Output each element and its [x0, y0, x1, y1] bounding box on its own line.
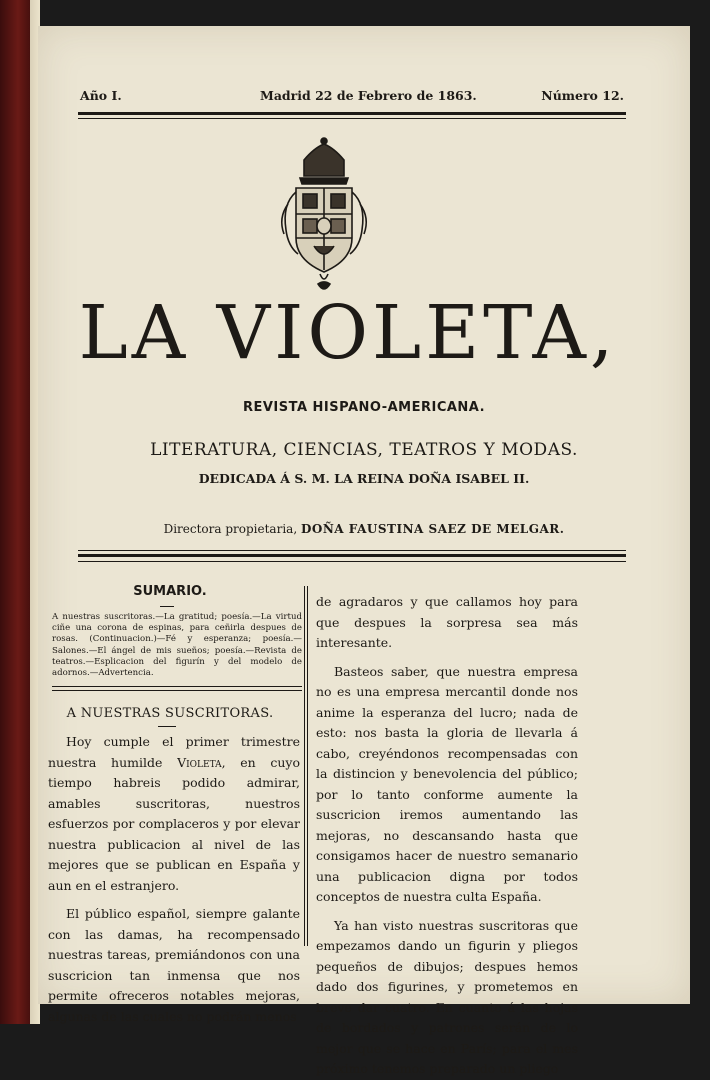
- header-rule-1: [78, 550, 626, 551]
- royal-coat-of-arms-icon: [274, 134, 374, 302]
- article-paragraph-2: El público español, siempre galante con las damas, ha recompensado nuestras tareas, premiándonos con una suscricion tan inmensa que nos permite ofreceros notables mejoras, algunas de las cuales no podrán menos: [48, 906, 300, 1024]
- header-rule-2: [78, 554, 626, 557]
- header-rule-3: [78, 561, 626, 562]
- article-paragraph-3: de agradaros y que callamos hoy para que despues la sorpresa sea más interesante.: [316, 594, 578, 650]
- masthead-rule-thin: [78, 118, 626, 119]
- newspaper-tagline: LITERATURA, CIENCIAS, TEATROS Y MODAS.: [150, 440, 578, 460]
- masthead-row: [78, 88, 626, 108]
- article-paragraph-5: Ya han visto nuestras suscritoras que empezamos dando un figurin y pliegos pequeños de dibujos; despues hemos dado dos figurines, y prometemos en breve dar cuatro. En cuanto á las hojas de bordados y patrones serán de lo mejor que se hace en París; para el mes próximo tenemos preparado un pliego: [316, 917, 578, 1076]
- magazine-name: Violeta: [177, 754, 222, 770]
- dedication-line: DEDICADA Á S. M. LA REINA DOÑA ISABEL II.: [198, 471, 530, 486]
- masthead-rule: [78, 112, 626, 115]
- issue-number: Número 12.: [541, 88, 624, 103]
- article-paragraph-1: Hoy cumple el primer trimestre nuestra humilde Violeta, en cuyo tiempo habreis podido admirar, amables suscritoras, nuestros esfuerzos por complaceros y por elevar nuestra publicacion al nivel de las mejores que se publican en España y aun en el estranjero.: [48, 734, 300, 893]
- issue-date: Madrid 22 de Febrero de 1863.: [260, 88, 477, 103]
- sumario-body: A nuestras suscritoras.—La gratitud; poesía.—La virtud ciñe una corona de espinas, para ceñirla despues de rosas. (Continuacion.)—Fé y esperanza; poesía.—Salones.—El ángel de mis sueños; poesía.—Revista de teatros.—Esplicacion del figurín y del modelo de adornos.—Advertencia.: [52, 612, 302, 679]
- sumario-heading: SUMARIO.: [133, 584, 207, 599]
- issue-year: Año I.: [80, 88, 122, 103]
- article-dash: [158, 726, 176, 727]
- sumario-rule: [52, 686, 302, 687]
- article-column-right: [316, 592, 578, 1080]
- sumario-rule-2: [52, 690, 302, 691]
- article-heading: A NUESTRAS SUSCRITORAS.: [66, 706, 274, 721]
- newspaper-subtitle: REVISTA HISPANO-AMERICANA.: [242, 400, 486, 415]
- article-column-left: [48, 732, 300, 1027]
- newspaper-title: LA VIOLETA,: [78, 290, 618, 376]
- column-divider: [304, 586, 305, 946]
- newspaper-page: [38, 26, 690, 1076]
- article-paragraph-4: Basteos saber, que nuestra empresa no es una empresa mercantil donde nos anime la esperanza del lucro; nada de esto: nos basta la gloria de llevarla á cabo, creyéndonos recompensadas con la distincion y benevolencia del público; por lo tanto conforme aumente la suscricion iremos aumentando las mejoras, no descansando hasta que consigamos hacer de nuestro semanario una publicacion digna por todos conceptos de nuestra culta España.: [316, 663, 578, 904]
- director-line: [38, 522, 690, 536]
- director-name: DOÑA FAUSTINA SAEZ DE MELGAR.: [300, 522, 565, 536]
- sumario-dash: [160, 606, 174, 607]
- director-label: Directora propietaria,: [163, 522, 298, 536]
- column-divider-2: [307, 586, 308, 946]
